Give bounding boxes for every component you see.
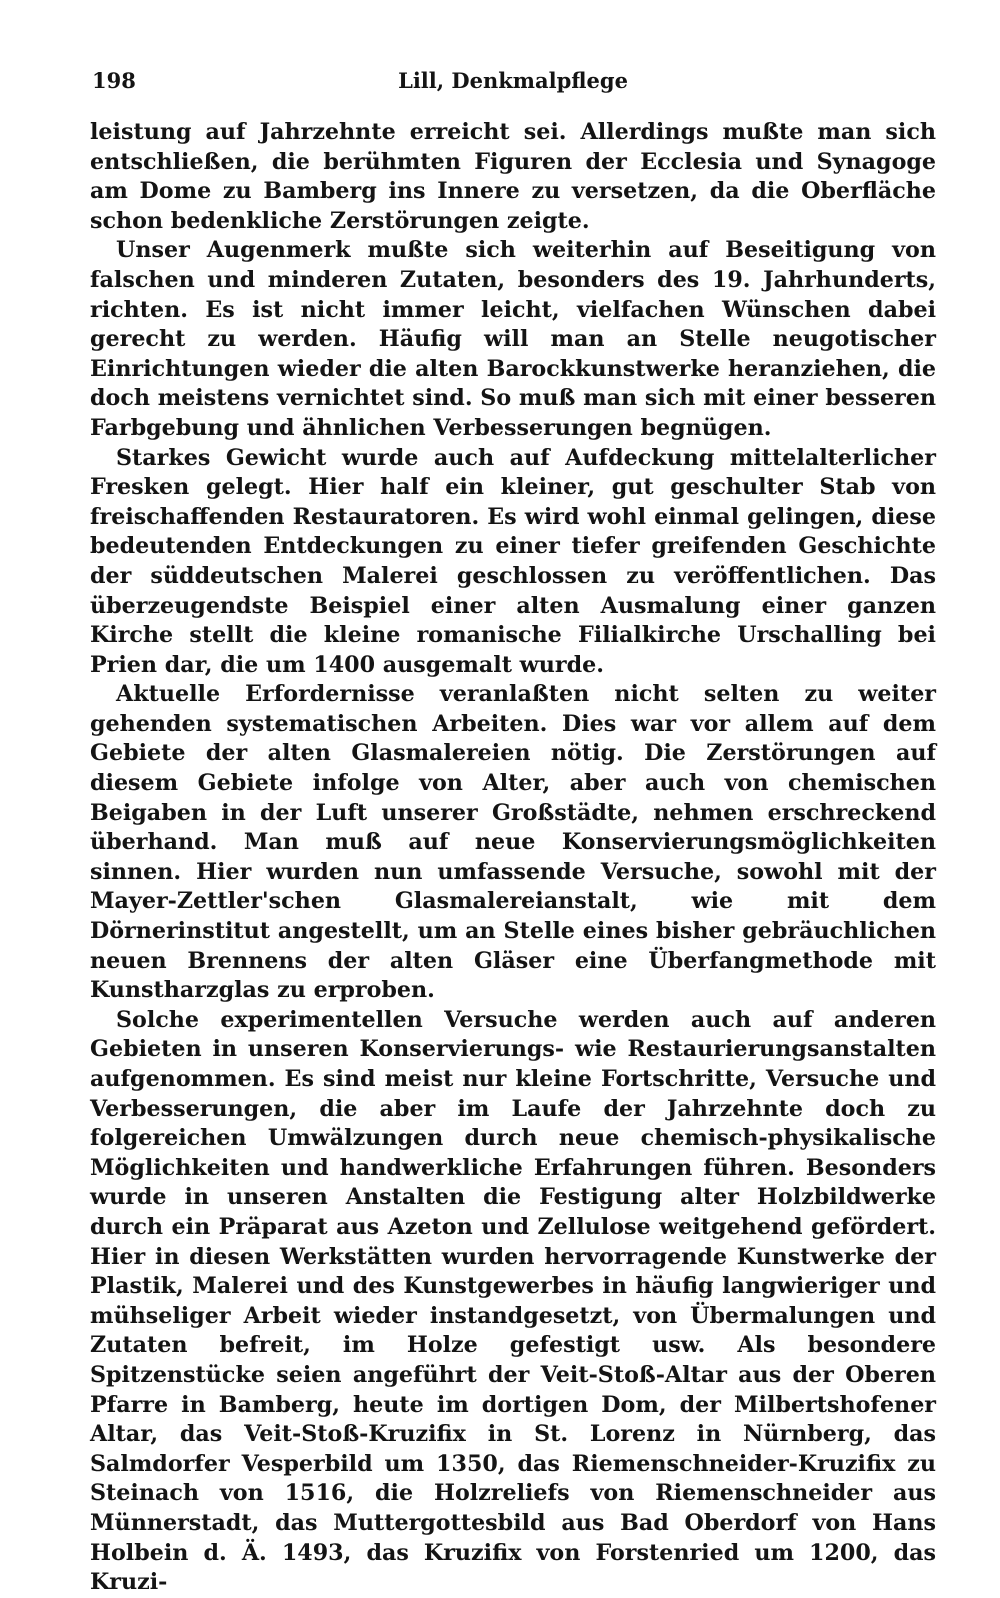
book-page (90, 62, 936, 1598)
paragraph: Starkes Gewicht wurde auch auf Aufdeckung mittelalterlicher Fresken gelegt. Hier half ein kleiner, gut geschulter Stab von freischaffenden Restauratoren. Es wird wohl einmal gelingen, diese bedeutenden Entdeckungen zu einer tiefer greifenden Geschichte der süddeutschen Malerei geschlossen zu veröffentlichen. Das überzeugendste Beispiel einer alten Ausmalung einer ganzen Kirche stellt die kleine romanische Filialkirche Urschalling bei Prien dar, die um 1400 ausgemalt wurde. (90, 444, 936, 678)
page-header (90, 62, 936, 102)
paragraph: Unser Augenmerk mußte sich weiterhin auf Beseitigung von falschen und minderen Zutaten, besonders des 19. Jahrhunderts, richten. Es ist nicht immer leicht, vielfachen Wünschen dabei gerecht zu werden. Häufig will man an Stelle neugotischer Einrichtungen wieder die alten Barockkunstwerke heranziehen, die doch meistens vernichtet sind. So muß man sich mit einer besseren Farbgebung und ähnlichen Verbesserungen begnügen. (90, 237, 936, 441)
paragraph: Solche experimentellen Versuche werden auch auf anderen Gebieten in unseren Konservierungs- wie Restaurierungsanstalten aufgenommen. Es sind meist nur kleine Fortschritte, Versuche und Verbesserungen, die aber im Laufe der Jahrzehnte doch zu folgereichen Umwälzungen durch neue chemisch-physikalische Möglichkeiten und handwerkliche Erfahrungen führen. Besonders wurde in unseren Anstalten die Festigung alter Holzbildwerke durch ein Präparat aus Azeton und Zellulose weitgehend gefördert. Hier in diesen Werkstätten wurden hervorragende Kunstwerke der Plastik, Malerei und des Kunstgewerbes in häufig langwieriger und mühseliger Arbeit wieder instandgesetzt, von Übermalungen und Zutaten befreit, im Holze gefestigt usw. Als besondere Spitzenstücke seien angeführt der Veit-Stoß-Altar aus der Oberen Pfarre in Bamberg, heute im dortigen Dom, der Milbertshofener Altar, das Veit-Stoß-Kruzifix in St. Lorenz in Nürnberg, das Salmdorfer Vesperbild um 1350, das Riemenschneider-Kruzifix zu Steinach von 1516, die Holzreliefs von Riemenschneider aus Münnerstadt, das Muttergottesbild aus Bad Oberdorf von Hans Holbein d. Ä. 1493, das Kruzifix von Forstenried um 1200, das Kruzi- (90, 1006, 936, 1596)
page-number: 198 (92, 68, 136, 93)
running-head: Lill, Denkmalpflege (398, 68, 628, 93)
paragraph: leistung auf Jahrzehnte erreicht sei. Allerdings mußte man sich entschließen, die berühmten Figuren der Ecclesia und Synagoge am Dome zu Bamberg ins Innere zu versetzen, da die Oberfläche schon bedenkliche Zerstörungen zeigte. (90, 119, 936, 234)
body-text (90, 118, 936, 1598)
paragraph: Aktuelle Erfordernisse veranlaßten nicht selten zu weiter gehenden systematischen Arbeiten. Dies war vor allem auf dem Gebiete der alten Glasmalereien nötig. Die Zerstörungen auf diesem Gebiete infolge von Alter, aber auch von chemischen Beigaben in der Luft unserer Großstädte, nehmen erschreckend überhand. Man muß auf neue Konservierungsmöglichkeiten sinnen. Hier wurden nun umfassende Versuche, sowohl mit der Mayer-Zettler'schen Glasmalereianstalt, wie mit dem Dörnerinstitut angestellt, um an Stelle eines bisher gebräuchlichen neuen Brennens der alten Gläser eine Überfangmethode mit Kunstharzglas zu erproben. (90, 681, 936, 1004)
